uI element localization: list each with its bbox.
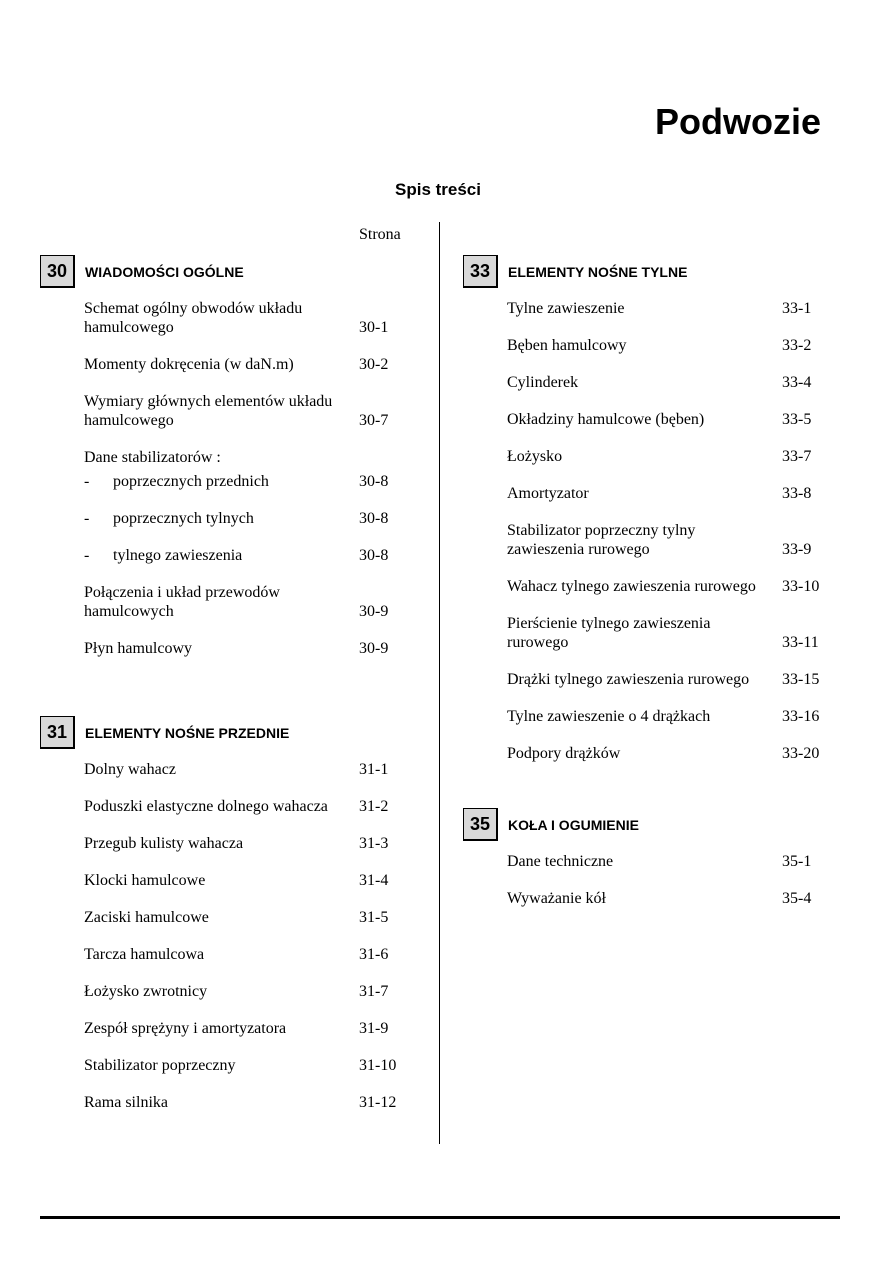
toc-entry[interactable] (40, 982, 389, 1001)
toc-entry[interactable] (40, 834, 389, 853)
toc-entry-text: Wyważanie kół (507, 890, 606, 907)
toc-entry[interactable] (40, 355, 389, 374)
toc-entry[interactable] (463, 373, 812, 392)
toc-entry-page: 30-1 (359, 319, 389, 336)
toc-entry-text: Zaciski hamulcowe (84, 909, 209, 926)
toc-entry[interactable] (463, 299, 812, 318)
toc-entry-page: 35-4 (782, 890, 812, 907)
toc-entry-text: Przegub kulisty wahacza (84, 835, 244, 852)
toc-entry-page: 33-7 (782, 448, 812, 465)
toc-entry-text: poprzecznych przednich (113, 473, 269, 490)
toc-entry[interactable] (463, 521, 812, 559)
toc-entry[interactable] (463, 447, 812, 466)
section-header (463, 808, 793, 844)
toc-entry-text: Poduszki elastyczne dolnego wahacza (84, 798, 328, 815)
section-number-badge: 30 (40, 255, 75, 288)
toc-entry-label (84, 299, 334, 337)
section-title: ELEMENTY NOŚNE TYLNE (508, 264, 688, 280)
toc-entry-text: Pierścienie tylnego zawieszenia rurowego (507, 615, 711, 651)
section-number-badge: 31 (40, 716, 75, 749)
toc-entry-text: Momenty dokręcenia (w daN.m) (84, 356, 294, 373)
toc-entry-label (507, 852, 757, 871)
toc-entry-label (84, 945, 334, 964)
toc-entry-page: 30-9 (359, 640, 389, 657)
section-header (463, 255, 793, 291)
toc-entry-label (507, 447, 757, 466)
toc-entry-label (507, 299, 757, 318)
toc-entry-text: Dane stabilizatorów : (84, 449, 221, 466)
toc-entry-label (84, 1019, 334, 1038)
toc-entry-text: Wahacz tylnego zawieszenia rurowego (507, 578, 756, 595)
toc-entry-label (84, 546, 334, 565)
toc-entry-page: 33-8 (782, 485, 812, 502)
toc-section-30 (40, 255, 389, 658)
section-number-badge: 33 (463, 255, 498, 288)
toc-entry[interactable] (463, 852, 812, 871)
toc-entry-label (84, 392, 334, 430)
toc-entry-page: 31-12 (359, 1094, 397, 1111)
footer-rule (40, 1216, 840, 1219)
toc-entry-text: Amortyzator (507, 485, 589, 502)
toc-entry-page: 30-9 (359, 603, 389, 620)
section-header (40, 255, 370, 291)
toc-entry-page: 33-15 (782, 671, 820, 688)
toc-entry[interactable] (463, 614, 819, 652)
toc-entry-text: Cylinderek (507, 374, 579, 391)
toc-entry-text: poprzecznych tylnych (113, 510, 254, 527)
toc-entry-label (507, 670, 757, 689)
toc-entry-text: tylnego zawieszenia (113, 547, 243, 564)
toc-entry-text: Stabilizator poprzeczny (84, 1057, 236, 1074)
toc-entry-text: Płyn hamulcowy (84, 640, 192, 657)
toc-entry-label (507, 373, 757, 392)
toc-entry-page: 31-5 (359, 909, 389, 926)
toc-entry-label (84, 355, 334, 374)
toc-entry-text: Tylne zawieszenie (507, 300, 625, 317)
toc-entry-label (507, 521, 757, 559)
toc-entry-text: Dane techniczne (507, 853, 614, 870)
toc-entry[interactable] (40, 583, 389, 621)
toc-entry-page: 33-20 (782, 745, 820, 762)
toc-entry[interactable] (40, 1019, 389, 1038)
toc-entry-page: 33-4 (782, 374, 812, 391)
toc-entry-text: Bęben hamulcowy (507, 337, 627, 354)
toc-entry[interactable] (463, 484, 812, 503)
toc-entry[interactable] (40, 1093, 397, 1112)
toc-entry-text: Drążki tylnego zawieszenia rurowego (507, 671, 750, 688)
toc-entry-label (507, 484, 757, 503)
toc-entry-page: 30-8 (359, 510, 389, 527)
toc-entry[interactable] (40, 908, 389, 927)
toc-entry[interactable] (40, 871, 389, 890)
toc-entry-page: 30-8 (359, 473, 389, 490)
toc-entry-page: 31-7 (359, 983, 389, 1000)
toc-entry[interactable] (40, 472, 389, 491)
toc-entry-label (507, 707, 757, 726)
toc-entry-label (84, 1093, 334, 1112)
toc-entry-text: Dolny wahacz (84, 761, 176, 778)
toc-entry-page: 30-7 (359, 412, 389, 429)
section-title: KOŁA I OGUMIENIE (508, 817, 639, 833)
toc-entry-page: 33-1 (782, 300, 812, 317)
toc-entry-text: Zespół sprężyny i amortyzatora (84, 1020, 287, 1037)
column-divider (439, 222, 440, 1144)
toc-entry-label (507, 744, 757, 763)
list-dash: - (84, 547, 90, 564)
toc-entry-label (507, 614, 757, 652)
toc-entry-text: Klocki hamulcowe (84, 872, 206, 889)
page-column-header: Strona (359, 226, 401, 243)
toc-entry-label (84, 583, 334, 621)
toc-entry-text: Okładziny hamulcowe (bęben) (507, 411, 705, 428)
toc-entry-page: 31-3 (359, 835, 389, 852)
section-title: WIADOMOŚCI OGÓLNE (85, 264, 244, 280)
toc-entry-page: 30-2 (359, 356, 389, 373)
toc-entry-label (507, 336, 757, 355)
toc-entry-page: 33-5 (782, 411, 812, 428)
toc-entry-text: Wymiary głównych elementów układu hamulcowego (84, 393, 333, 429)
toc-entry[interactable] (40, 797, 389, 816)
toc-entry-label (507, 889, 757, 908)
list-dash: - (84, 510, 90, 527)
section-header (40, 716, 370, 752)
toc-entry-text: Łożysko (507, 448, 563, 465)
toc-section-31 (40, 716, 397, 1112)
toc-entry-label (84, 834, 334, 853)
toc-entry-page: 35-1 (782, 853, 812, 870)
toc-entry-label (84, 871, 334, 890)
toc-entry-page: 33-2 (782, 337, 812, 354)
toc-entry[interactable] (463, 577, 820, 596)
toc-entry[interactable] (463, 744, 820, 763)
toc-entry-label (84, 448, 334, 467)
toc-entry-page: 31-9 (359, 1020, 389, 1037)
toc-entry-label (84, 982, 334, 1001)
toc-entry[interactable] (463, 410, 812, 429)
list-dash: - (84, 473, 90, 490)
toc-entry-label (84, 639, 334, 658)
page-title: Podwozie (654, 101, 821, 142)
toc-entry-text: Stabilizator poprzeczny tylny zawieszenia rurowego (507, 522, 696, 558)
toc-entry-page: 31-4 (359, 872, 389, 889)
toc-entry-text: Tylne zawieszenie o 4 drążkach (507, 708, 711, 725)
section-title: ELEMENTY NOŚNE PRZEDNIE (85, 725, 290, 741)
toc-section-33 (463, 255, 820, 763)
toc-entry-page: 30-8 (359, 547, 389, 564)
toc-entry-label (507, 577, 757, 596)
toc-entry-label (84, 760, 334, 779)
toc-entry-label (84, 1056, 334, 1075)
toc-entry[interactable] (40, 392, 389, 430)
toc-entry-text: Połączenia i układ przewodów hamulcowych (84, 584, 280, 620)
toc-entry-page: 31-6 (359, 946, 389, 963)
toc-entry-text: Rama silnika (84, 1094, 168, 1111)
toc-left-column (40, 255, 397, 1112)
toc-entry[interactable] (463, 707, 820, 726)
toc-entry[interactable] (463, 670, 820, 689)
toc-entry-text: Schemat ogólny obwodów układu hamulcowego (84, 300, 303, 336)
toc-entry[interactable] (463, 336, 812, 355)
toc-entry-page: 33-11 (782, 634, 819, 651)
toc-entry[interactable] (40, 546, 389, 565)
toc-entry-label (84, 797, 334, 816)
toc-entry[interactable] (40, 945, 389, 964)
toc-entry[interactable] (40, 299, 389, 337)
toc-entry[interactable] (463, 889, 812, 908)
toc-section-35 (463, 808, 812, 908)
toc-entry[interactable] (40, 509, 389, 528)
toc-entry-page: 31-1 (359, 761, 389, 778)
toc-entry[interactable] (40, 760, 389, 779)
toc-entry[interactable] (40, 639, 389, 658)
toc-entry[interactable] (40, 1056, 397, 1075)
toc-entry[interactable] (40, 448, 370, 467)
toc-entry-label (84, 509, 334, 528)
toc-entry-text: Tarcza hamulcowa (84, 946, 205, 963)
toc-entry-page: 31-10 (359, 1057, 397, 1074)
toc-entry-text: Podpory drążków (507, 745, 621, 762)
toc-right-column (463, 255, 820, 908)
section-number-badge: 35 (463, 808, 498, 841)
toc-entry-page: 31-2 (359, 798, 389, 815)
toc-entry-label (507, 410, 757, 429)
toc-entry-page: 33-9 (782, 541, 812, 558)
toc-entry-label (84, 908, 334, 927)
toc-entry-page: 33-10 (782, 578, 820, 595)
toc-subtitle: Spis treści (395, 180, 481, 199)
toc-entry-text: Łożysko zwrotnicy (84, 983, 208, 1000)
toc-entry-label (84, 472, 334, 491)
toc-entry-page: 33-16 (782, 708, 820, 725)
